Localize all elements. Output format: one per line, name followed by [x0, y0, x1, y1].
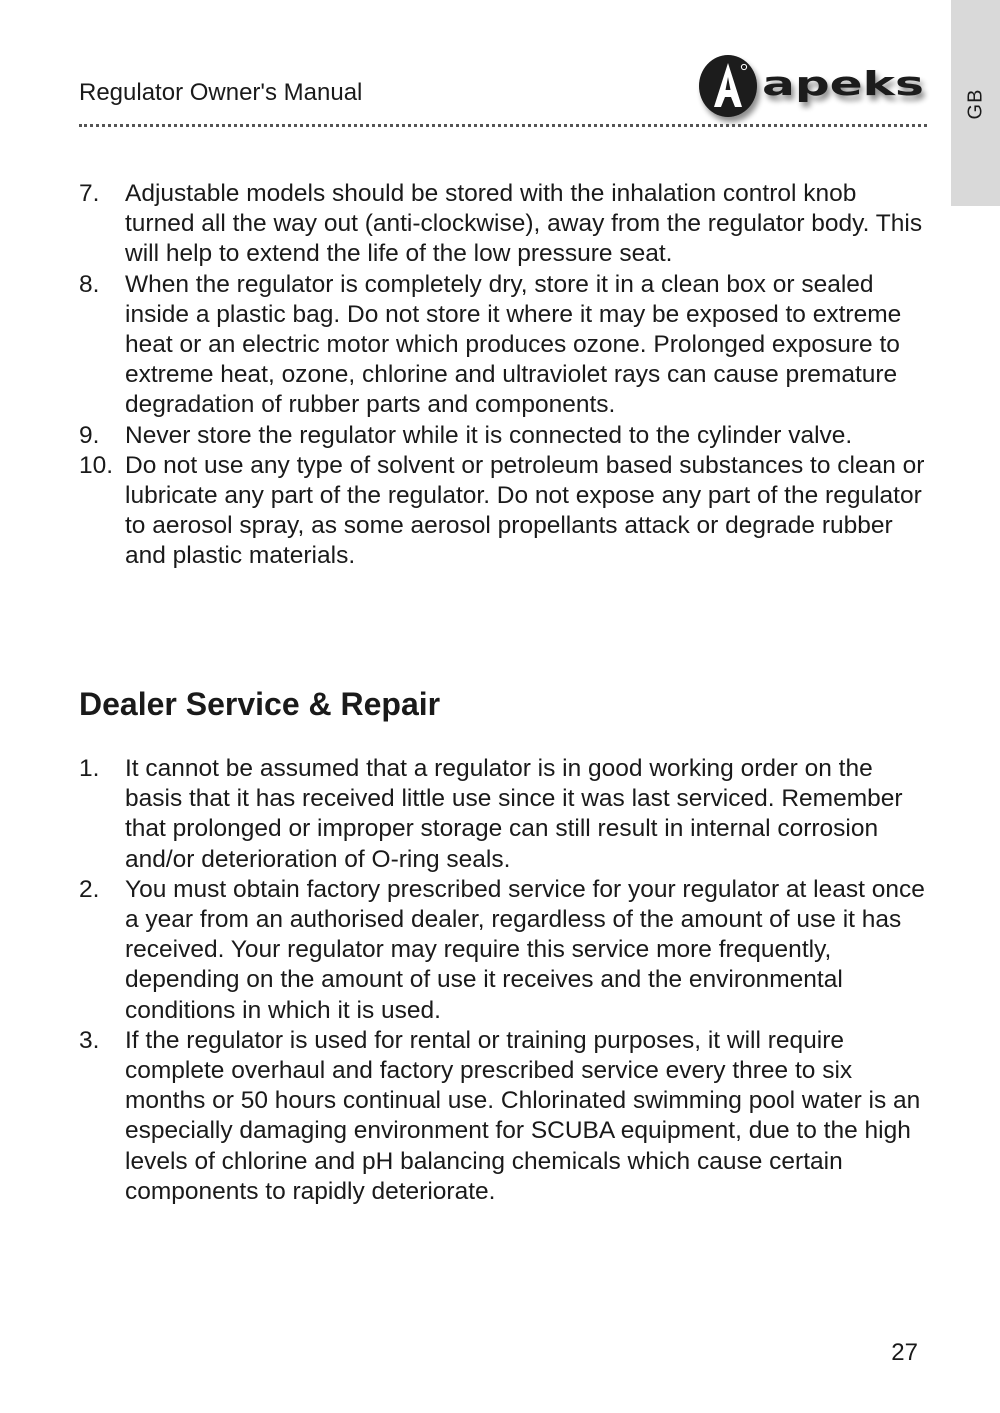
dealer-service-list [79, 754, 929, 1207]
list-item [79, 179, 929, 270]
list-item-number: 10. [79, 451, 114, 479]
list-item [79, 875, 929, 1026]
language-tab [951, 0, 1000, 206]
list-item-text: Never store the regulator while it is connected to the cylinder valve. [125, 421, 853, 449]
list-item-text: If the regulator is used for rental or training purposes, it will require complete overhaul and factory prescribed service every three to six months or 50 hours continual use. Chlorinated swimming pool water is an especially damaging environment for SCUBA equipment, due to the high levels of chlorine and pH balancing chemicals which cause certain components to rapidly deteriorate. [125, 1026, 921, 1205]
list-item [79, 1026, 929, 1207]
apeks-logo [694, 50, 934, 128]
svg-text:apeks: apeks [762, 64, 924, 103]
page-number: 27 [891, 1339, 918, 1366]
list-item-number: 1. [79, 755, 100, 782]
list-item-text: When the regulator is completely dry, store it in a clean box or sealed inside a plastic bag. Do not store it where it may be exposed to extreme heat or an electric motor which produces ozone. Prolonged exposure to extreme heat, ozone, chlorine and ultraviolet rays can cause premature degradation of rubber parts and components. [125, 270, 902, 419]
list-item [79, 270, 929, 421]
list-item-number: 8. [79, 270, 100, 298]
list-item-text: Do not use any type of solvent or petroleum based substances to clean or lubricate any part of the regulator. Do not expose any part of the regulator to aerosol spray, as some aerosol propellants attack or degrade rubber and plastic materials. [125, 451, 925, 570]
document-title: Regulator Owner's Manual [79, 79, 363, 106]
header-divider [79, 124, 927, 127]
list-item-number: 3. [79, 1026, 100, 1054]
list-item [79, 451, 929, 572]
list-item-number: 7. [79, 180, 100, 207]
list-item-text: Adjustable models should be stored with the inhalation control knob turned all the way out (anti-clockwise), away from the regulator body. This will help to extend the life of the low pressure seat. [125, 180, 923, 268]
list-item-number: 2. [79, 875, 100, 903]
list-item [79, 754, 929, 875]
language-tab-label: GB [964, 88, 986, 120]
section-heading: Dealer Service & Repair [79, 686, 441, 722]
list-item-number: 9. [79, 421, 100, 449]
list-item [79, 421, 929, 451]
storage-list [79, 179, 929, 572]
list-item-text: You must obtain factory prescribed service for your regulator at least once a year from an authorised dealer, regardless of the amount of use it has received. Your regulator may require this service more frequently, depending on the amount of use it receives and the environmental conditions in which it is used. [125, 875, 925, 1024]
list-item-text: It cannot be assumed that a regulator is in good working order on the basis that it has received little use since it was last serviced. Remember that prolonged or improper storage can still result in internal corrosion and/or deterioration of O-ring seals. [125, 755, 903, 873]
